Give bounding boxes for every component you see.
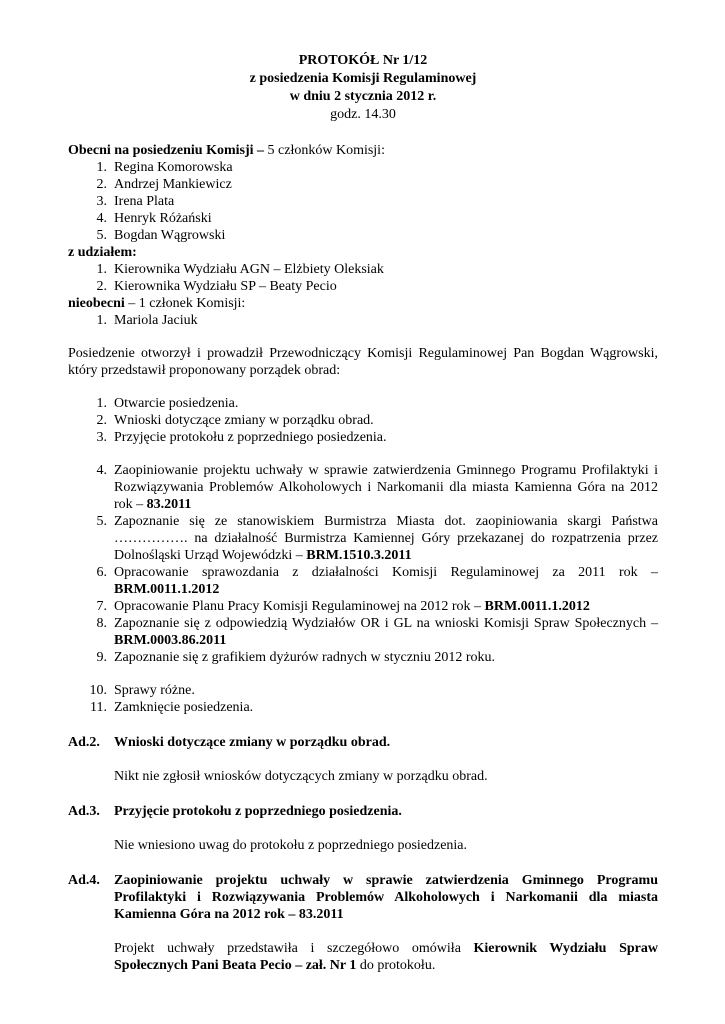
absent-line [68, 295, 658, 312]
members-list [68, 159, 658, 244]
with-label: z udziałem: [68, 245, 137, 260]
protocol-title: PROTOKÓŁ Nr 1/12 [298, 53, 428, 68]
absent-label: nieobecni [68, 296, 125, 311]
section-heading: Wnioski dotyczące zmiany w porządku obrad. [114, 735, 391, 750]
list-item: 1. Regina Komorowska [96, 160, 233, 175]
section-number: Ad.4. [68, 873, 100, 888]
agenda-item: 1. Otwarcie posiedzenia. [96, 396, 239, 411]
header [68, 52, 658, 124]
absent-list [68, 312, 658, 329]
section-number: Ad.2. [68, 735, 100, 750]
section-text: Nie wniesiono uwag do protokołu z poprzedniego posiedzenia. [114, 838, 468, 853]
agenda-list-1 [68, 395, 658, 446]
agenda-item: 6. Opracowanie sprawozdania z działalności Komisji Regulaminowej za 2011 rok – BRM.0011.1.2012 [96, 565, 658, 597]
guests-list [68, 261, 658, 295]
meeting-subtitle: z posiedzenia Komisji Regulaminowej [249, 71, 477, 86]
meeting-date: w dniu 2 stycznia 2012 r. [289, 89, 437, 104]
absent-text: – 1 członek Komisji: [124, 296, 246, 311]
list-item: 1. Mariola Jaciuk [96, 313, 198, 328]
section-ad4 [68, 872, 658, 974]
present-count: 5 członków Komisji: [264, 143, 385, 158]
agenda-item: 4. Zaopiniowanie projektu uchwały w sprawie zatwierdzenia Gminnego Programu Profilaktyki i Rozwiązywania Problemów Alkoholowych i Narkomanii dla miasta Kamienna Góra na 2012 rok – 83.2011 [96, 463, 658, 512]
agenda-list-3 [68, 682, 658, 716]
document-page [68, 52, 658, 974]
meeting-time: godz. 14.30 [330, 107, 396, 122]
present-line [68, 142, 658, 159]
list-item: 3. Irena Plata [96, 194, 175, 209]
section-text: Projekt uchwały przedstawiła i szczegółowo omówiła Kierownik Wydziału Spraw Społecznych Pani Beata Pecio – zał. Nr 1 do protokołu. [114, 941, 658, 973]
list-item: 2. Kierownika Wydziału SP – Beaty Pecio [96, 279, 337, 294]
agenda-item: 9. Zapoznanie się z grafikiem dyżurów radnych w styczniu 2012 roku. [96, 650, 495, 665]
agenda-item: 2. Wnioski dotyczące zmiany w porządku obrad. [96, 413, 374, 428]
agenda-item: 5. Zapoznanie się ze stanowiskiem Burmistrza Miasta dot. zaopiniowania skargi Państwa ……………. na działalność Burmistrza Kamiennej Góry przekazanej do rozpatrzenia przez Dolnośląski Urząd Wojewódzki – BRM.1510.3.2011 [96, 514, 658, 563]
attendance-section [68, 142, 658, 329]
list-item: 1. Kierownika Wydziału AGN – Elżbiety Oleksiak [96, 262, 384, 277]
agenda-item: 7. Opracowanie Planu Pracy Komisji Regulaminowej na 2012 rok – BRM.0011.1.2012 [96, 599, 590, 614]
agenda-item: 3. Przyjęcie protokołu z poprzedniego posiedzenia. [96, 430, 387, 445]
list-item: 4. Henryk Różański [96, 211, 212, 226]
agenda-item: 10. Sprawy różne. [89, 683, 195, 698]
agenda-item: 8. Zapoznanie się z odpowiedzią Wydziałów OR i GL na wnioski Komisji Spraw Społecznych – BRM.0003.86.2011 [96, 616, 658, 648]
section-ad3 [68, 803, 658, 854]
intro-paragraph: Posiedzenie otworzył i prowadził Przewodniczący Komisji Regulaminowej Pan Bogdan Wągrowski, który przedstawił proponowany porządek obrad: [68, 346, 658, 378]
section-number: Ad.3. [68, 804, 100, 819]
section-text: Nikt nie zgłosił wniosków dotyczących zmiany w porządku obrad. [114, 769, 488, 784]
present-label: Obecni na posiedzeniu Komisji – [68, 143, 265, 158]
section-heading: Przyjęcie protokołu z poprzedniego posiedzenia. [114, 804, 402, 819]
section-ad2 [68, 734, 658, 785]
agenda-list-2 [68, 462, 658, 666]
list-item: 5. Bogdan Wągrowski [96, 228, 226, 243]
agenda-item: 11. Zamknięcie posiedzenia. [90, 700, 254, 715]
list-item: 2. Andrzej Mankiewicz [96, 177, 232, 192]
section-heading: Zaopiniowanie projektu uchwały w sprawie zatwierdzenia Gminnego Programu Profilaktyki i Rozwiązywania Problemów Alkoholowych i Narkomanii dla miasta Kamienna Góra na 2012 rok – 83.2011 [114, 873, 658, 922]
